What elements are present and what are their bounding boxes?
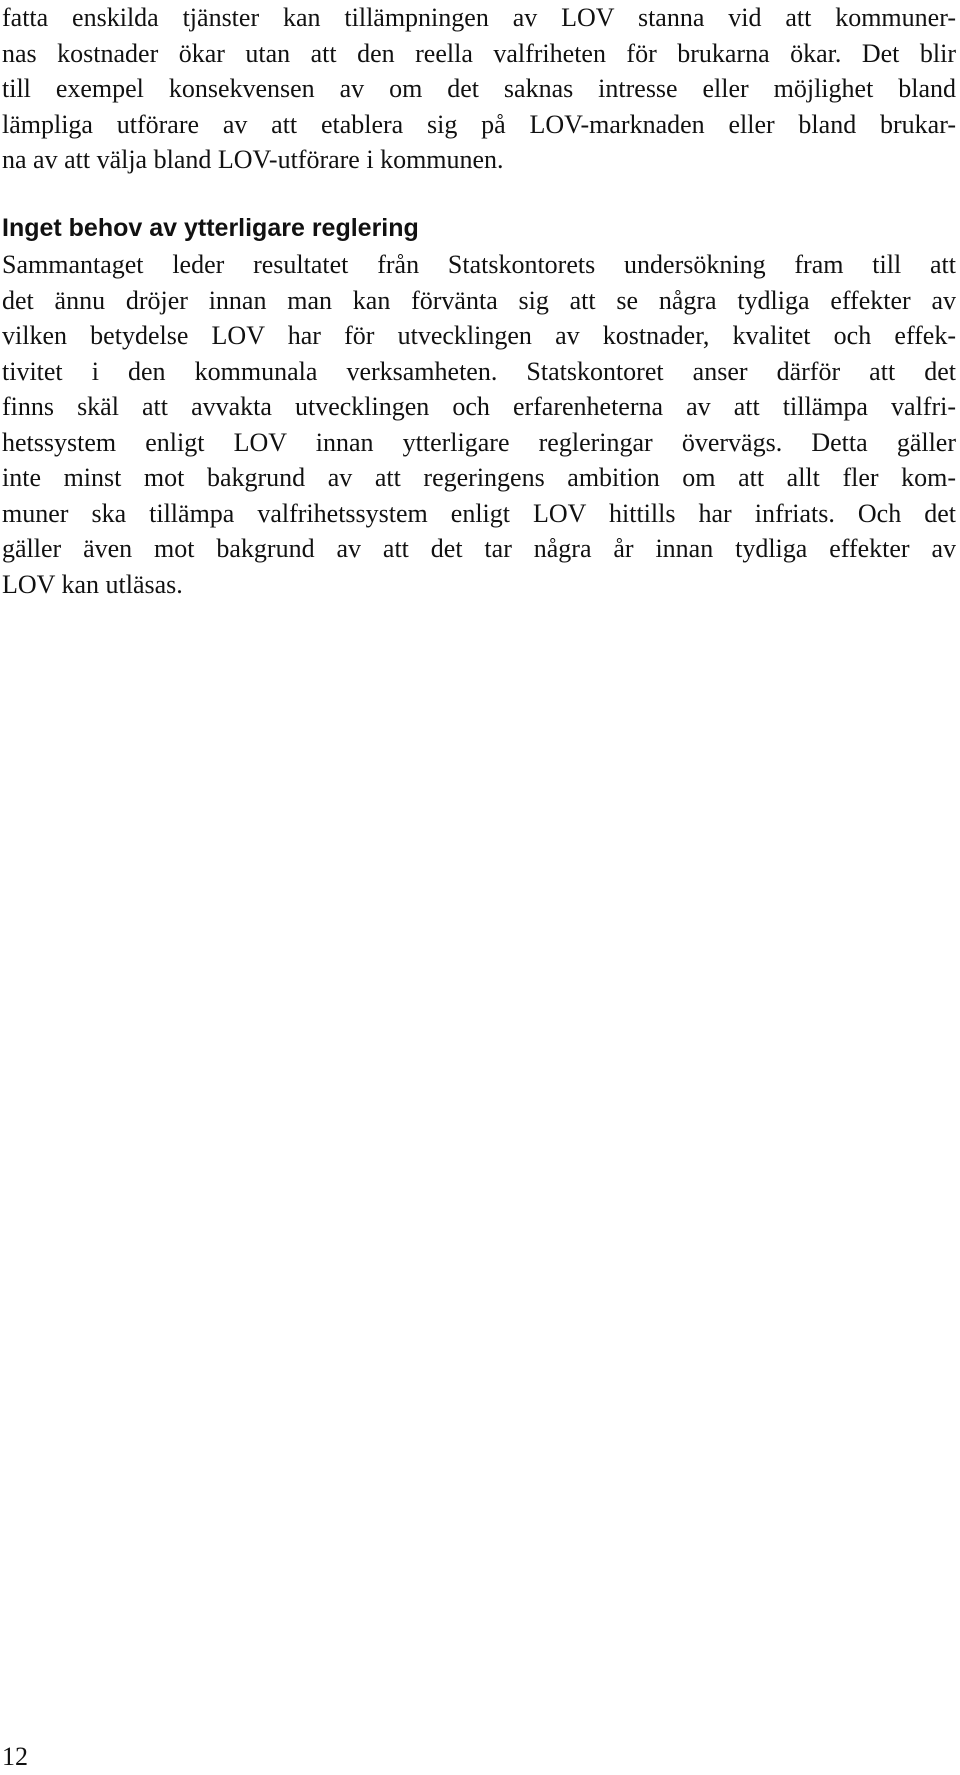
page-number: 12: [2, 1742, 28, 1771]
paragraph-line: fatta enskilda tjänster kan tillämpningen av LOV stanna vid att kommuner-: [2, 3, 956, 32]
paragraph-line: lämpliga utförare av att etablera sig på LOV-marknaden eller bland brukar-: [2, 109, 956, 139]
paragraph-line: gäller även mot bakgrund av att det tar några år innan tydliga effekter av: [2, 534, 956, 563]
paragraph-line: till exempel konsekvensen av om det saknas intresse eller möjlighet bland: [2, 74, 956, 103]
paragraph-line: det ännu dröjer innan man kan förvänta sig att se några tydliga effekter av: [2, 285, 956, 315]
paragraph-line: na av att välja bland LOV-utförare i kommunen.: [2, 145, 504, 174]
paragraph-line: inte minst mot bakgrund av att regeringens ambition om att allt fler kom-: [2, 463, 956, 492]
continuation-paragraph: [2, 0, 956, 178]
section-heading: Inget behov av ytterligare reglering: [2, 214, 419, 242]
paragraph-line: vilken betydelse LOV har för utvecklingen av kostnader, kvalitet och effek-: [2, 321, 956, 350]
paragraph-line: muner ska tillämpa valfrihetssystem enligt LOV hittills har infriats. Och det: [2, 498, 956, 528]
section-paragraph: [2, 247, 956, 602]
paragraph-line: Sammantaget leder resultatet från Statskontorets undersökning fram till att: [2, 250, 956, 279]
paragraph-line: finns skäl att avvakta utvecklingen och erfarenheterna av att tillämpa valfri-: [2, 392, 956, 421]
paragraph-line: hetssystem enligt LOV innan ytterligare regleringar övervägs. Detta gäller: [2, 427, 956, 457]
paragraph-line: nas kostnader ökar utan att den reella valfriheten för brukarna ökar. Det blir: [2, 38, 956, 68]
paragraph-line: tivitet i den kommunala verksamheten. Statskontoret anser därför att det: [2, 356, 956, 386]
paragraph-line: LOV kan utläsas.: [2, 569, 183, 599]
